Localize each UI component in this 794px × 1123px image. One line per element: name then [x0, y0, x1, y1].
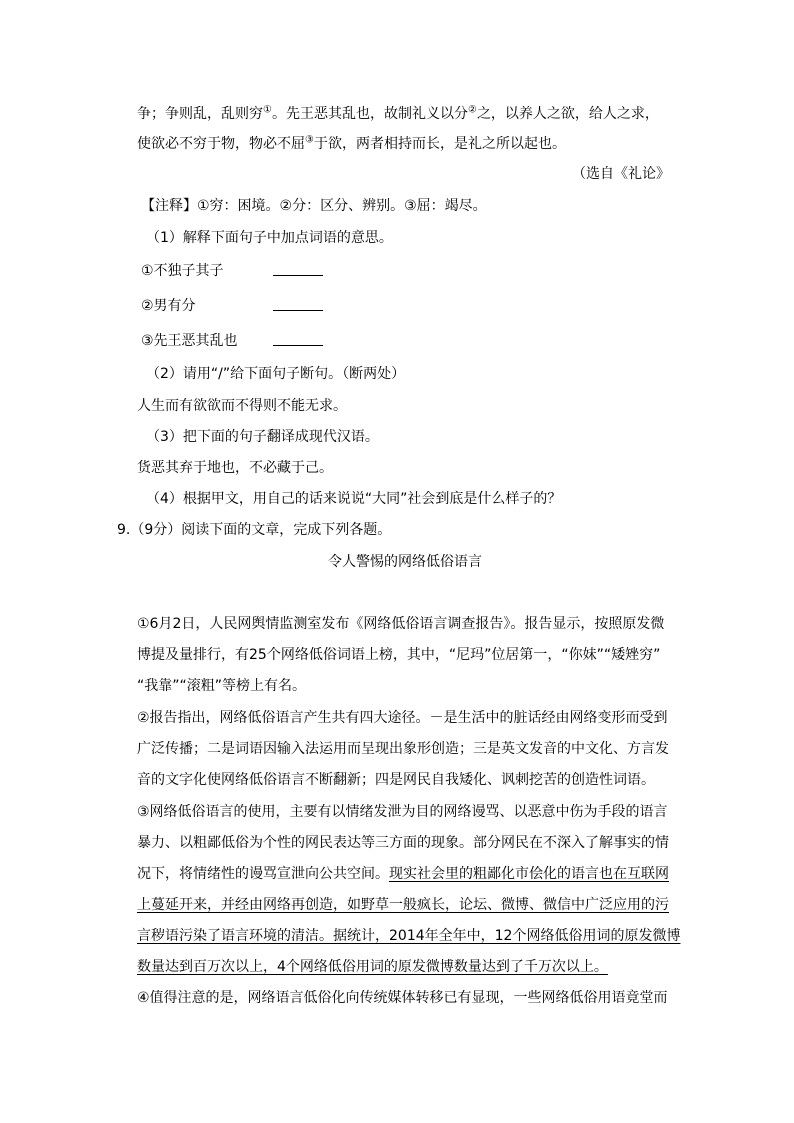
paragraph-3-line: 况下，将情绪性的谩骂宣泄向公共空间。现实社会里的粗鄙化市侩化的语言也在互联网	[137, 866, 669, 882]
paragraph-1-line: “我靠”“滚粗”等榜上有名。	[137, 678, 307, 694]
answer-blank[interactable]	[273, 331, 323, 352]
paragraph-3-line: ③网络低俗语言的使用，主要有以情绪发泄为目的网络谩骂、以恶意中伤为手段的语言	[137, 804, 668, 820]
question-9-header: 9.（9分）阅读下面的文章，完成下列各题。	[117, 522, 392, 538]
question-3-text: 货恶其弃于地也，不必藏于己。	[137, 460, 333, 476]
underlined-line: 言秽语污染了语言环境的清洁。据统计，2014年全年中，12个网络低俗用词的原发微博	[137, 928, 681, 944]
paragraph-1-line: ①6月2日，人民网舆情监测室发布《网络低俗语言调查报告》。报告显示，按照原发微	[137, 616, 665, 632]
question-4: （4）根据甲文，用自己的话来说说“大同”社会到底是什么样子的？	[146, 491, 562, 507]
passage-line-2	[137, 134, 566, 154]
answer-blank[interactable]	[273, 261, 323, 282]
underlined-line: 上蔓延开来，并经由网络再创造，如野草一般疯长，论坛、微博、微信中广泛应用的污	[137, 897, 669, 913]
passage-text: 。先王恶其乱也，故制礼义以分	[271, 106, 468, 122]
paragraph-2-line: 广泛传播；二是词语因输入法运用而呈现出象形创造；三是英文发音的中文化、方言发	[137, 741, 669, 757]
passage-text: 使欲必不穷于物，物必不屈	[137, 136, 305, 152]
paragraph-2-line: ②报告指出，网络低俗语言产生共有四大途径。－是生活中的脏话经由网络变形而受到	[137, 710, 668, 726]
footnote-ref: ①	[263, 104, 272, 116]
underlined-text: 现实社会里的粗鄙化市侩化的语言也在互联网	[389, 866, 669, 882]
passage-text: 之，以养人之欲，给人之求，	[476, 106, 659, 122]
notes: 【注释】①穷：困境。②分：区分、辨别。③屈：竭尽。	[141, 198, 487, 214]
question-1: （1）解释下面句子中加点词语的意思。	[146, 230, 393, 246]
answer-blank[interactable]	[273, 296, 323, 317]
paragraph-1-line: 博提及量排行，有25个网络低俗词语上榜，其中，“尼玛”位居第一，“你妹”“矮矬穷”	[137, 647, 661, 663]
paragraph-4-line: ④值得注意的是，网络语言低俗化向传统媒体转移已有显现，一些网络低俗用语竟堂而	[137, 990, 668, 1006]
footnote-ref: ③	[305, 134, 314, 146]
question-2-text: 人生而有欲欲而不得则不能无求。	[137, 398, 347, 414]
passage-text: 争；争则乱，乱则穷	[137, 106, 263, 122]
underlined-line: 数量达到百万次以上，4个网络低俗用词的原发微博数量达到了千万次以上。	[137, 959, 608, 975]
question-2: （2）请用“/”给下面句子断句。（断两处）	[146, 366, 406, 382]
passage-text: 于欲，两者相持而长，是礼之所以起也。	[313, 136, 566, 152]
paragraph-2-line: 音的文字化使网络低俗语言不断翻新；四是网民自我矮化、讽刺挖苦的创造性词语。	[137, 772, 655, 788]
passage-line-1	[137, 104, 659, 124]
article-title: 令人警惕的网络低俗语言	[328, 554, 482, 570]
source-citation: （选自《礼论》	[572, 166, 670, 182]
q1-item-1: ①不独子其子	[141, 263, 224, 279]
q1-item-2: ②男有分	[141, 298, 196, 314]
q1-item-3: ③先王恶其乱也	[141, 333, 238, 349]
paragraph-3-line: 暴力、以粗鄙低俗为个性的网民表达等三方面的现象。部分网民在不深入了解事实的情	[137, 835, 669, 851]
question-3: （3）把下面的句子翻译成现代汉语。	[146, 429, 379, 445]
footnote-ref: ②	[467, 104, 477, 116]
